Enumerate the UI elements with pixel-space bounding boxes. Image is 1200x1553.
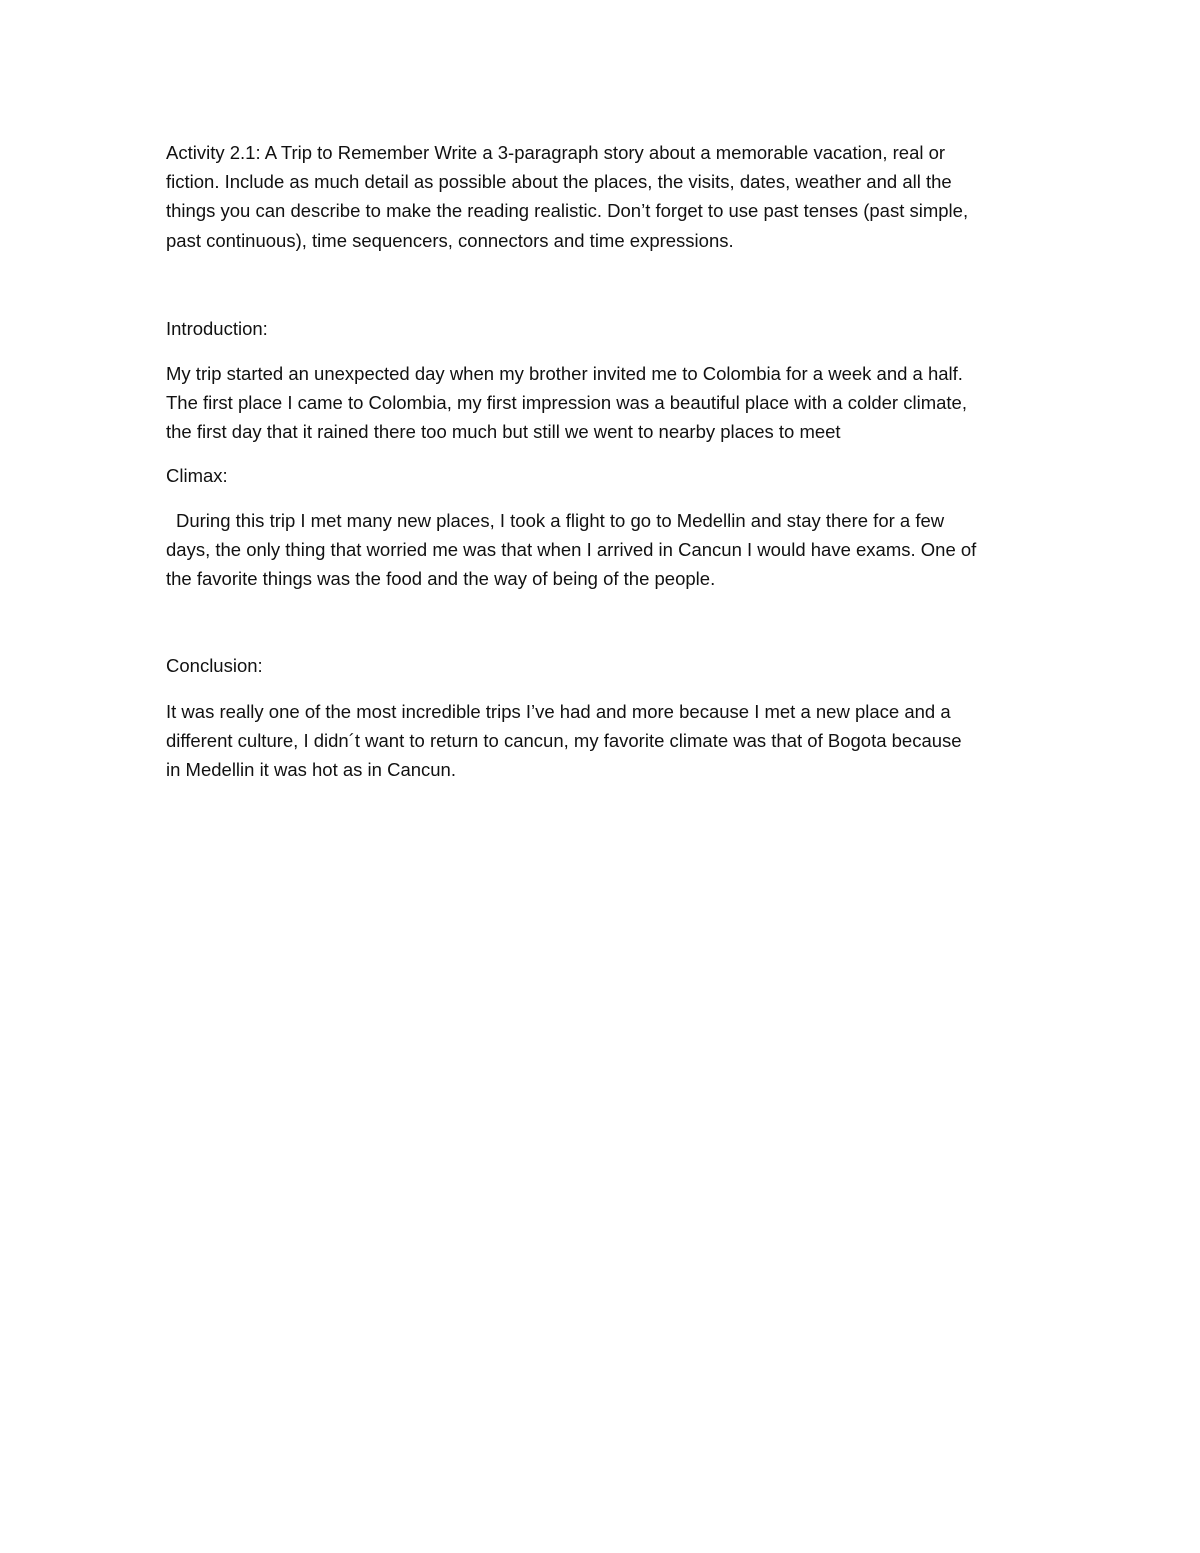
- paragraph-line: The first place I came to Colombia, my first impression was a beautiful place with a colder climate,: [166, 392, 967, 414]
- introduction-paragraph: [166, 359, 1046, 447]
- conclusion-heading: Conclusion:: [166, 655, 263, 677]
- paragraph-line: different culture, I didn´t want to return to cancun, my favorite climate was that of Bogota because: [166, 729, 962, 751]
- conclusion-paragraph: [166, 697, 1046, 785]
- paragraph-line: During this trip I met many new places, I took a flight to go to Medellin and stay there for a few: [176, 509, 945, 531]
- paragraph-line: My trip started an unexpected day when my brother invited me to Colombia for a week and a half.: [166, 363, 963, 385]
- paragraph-line: the favorite things was the food and the way of being of the people.: [166, 568, 716, 590]
- prompt-line: Activity 2.1: A Trip to Remember Write a 3-paragraph story about a memorable vacation, real or: [166, 142, 946, 163]
- document-body: [166, 138, 1046, 798]
- prompt-line: past continuous), time sequencers, connectors and time expressions.: [166, 229, 734, 251]
- prompt-line: things you can describe to make the reading realistic. Don’t forget to use past tenses (past simple,: [166, 200, 969, 222]
- paragraph-line: in Medellin it was hot as in Cancun.: [166, 759, 456, 781]
- activity-prompt: [166, 138, 1046, 255]
- climax-paragraph: [166, 506, 1046, 594]
- paragraph-line: It was really one of the most incredible trips I’ve had and more because I met a new place and a: [166, 700, 951, 722]
- prompt-line: fiction. Include as much detail as possible about the places, the visits, dates, weather and all the: [166, 171, 952, 193]
- paragraph-line: days, the only thing that worried me was that when I arrived in Cancun I would have exams. One of: [166, 539, 977, 561]
- paragraph-line: the first day that it rained there too much but still we went to nearby places to meet: [166, 421, 841, 443]
- introduction-heading: Introduction:: [166, 317, 268, 339]
- climax-heading: Climax:: [166, 464, 228, 486]
